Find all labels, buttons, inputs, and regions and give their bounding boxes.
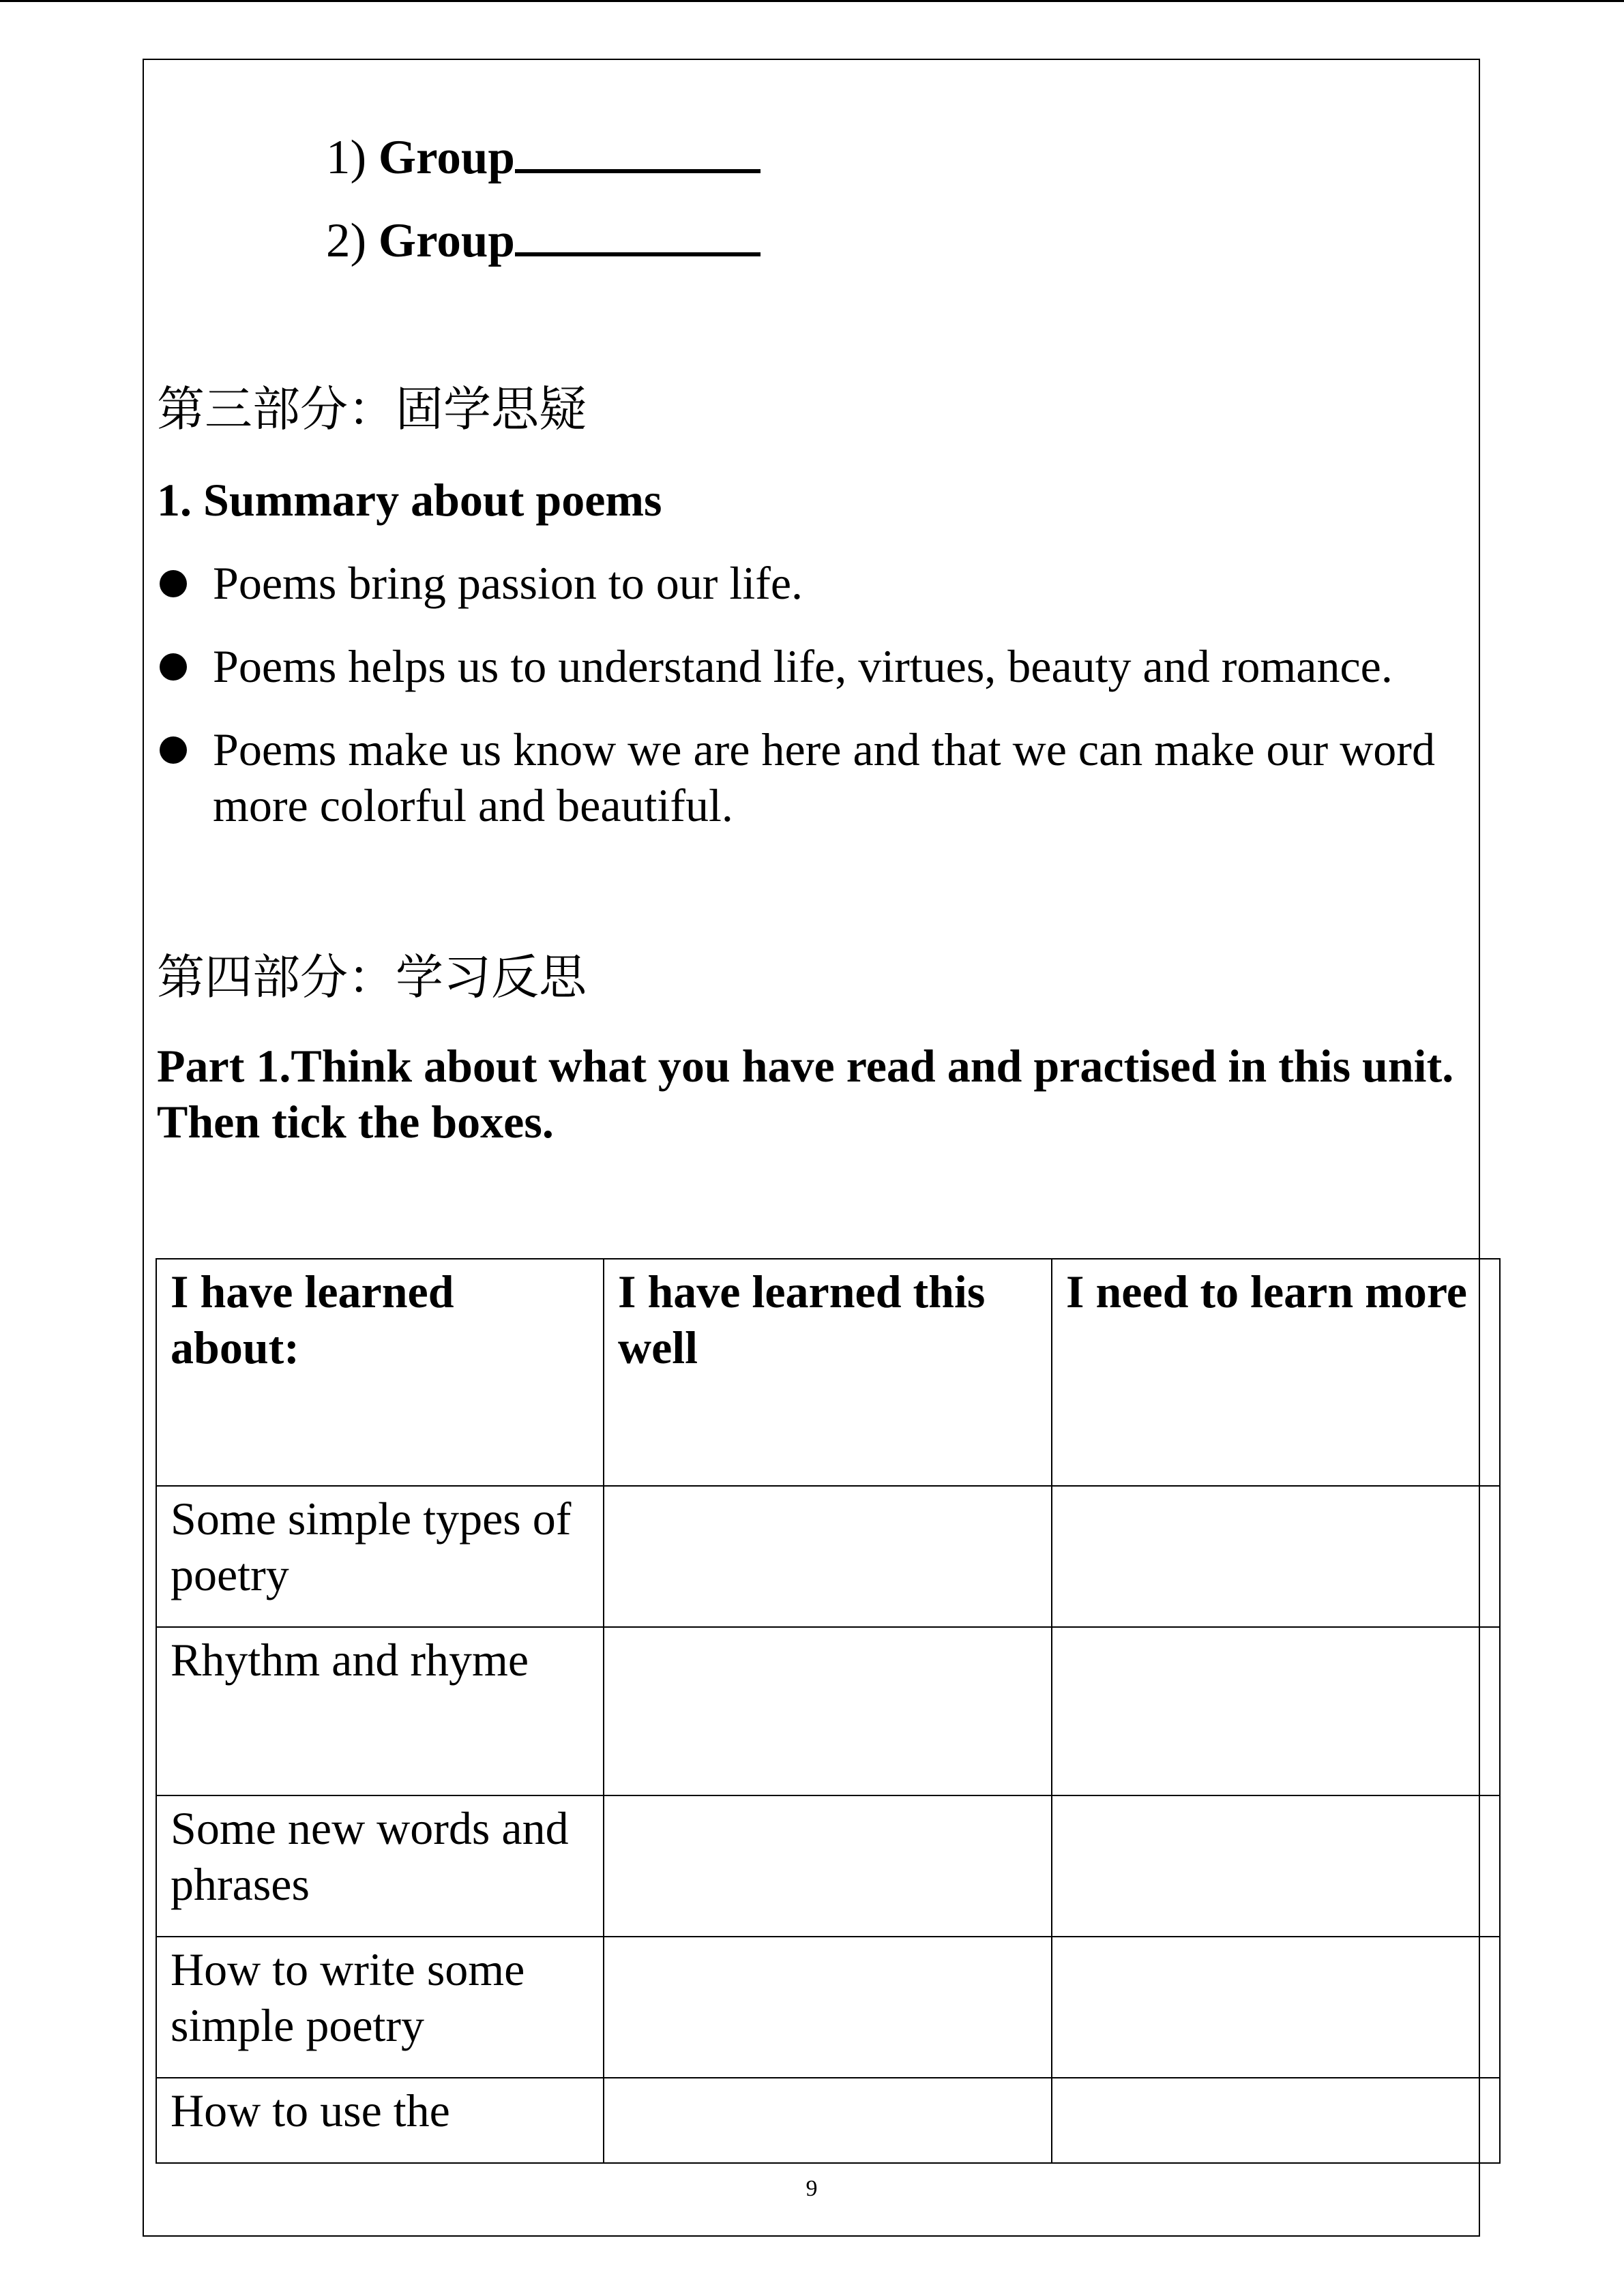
bullet-text: Poems bring passion to our life. (213, 557, 803, 609)
table-row (156, 1486, 1500, 1627)
tick-box-learned-well[interactable] (604, 2078, 1052, 2163)
group-label: Group (378, 214, 515, 267)
tick-box-learn-more[interactable] (1052, 2078, 1500, 2163)
group-number: 2) (326, 214, 367, 267)
answer-blank[interactable] (515, 128, 761, 173)
page-number: 9 (806, 2176, 818, 2201)
header-learned-well: I have learned this well (604, 1259, 1052, 1486)
tick-box-learn-more[interactable] (1052, 1486, 1500, 1627)
reflection-table (156, 1258, 1501, 2164)
group-line-2 (326, 210, 761, 271)
section-heading-part4: 第四部分：学习反思 (157, 949, 587, 1005)
table-row (156, 1795, 1500, 1937)
bullet-dot-icon (160, 736, 187, 764)
bullet-text: Poems helps us to understand life, virtues, beauty and romance. (213, 640, 1393, 692)
tick-box-learn-more[interactable] (1052, 1627, 1500, 1795)
bullet-dot-icon (160, 653, 187, 681)
topic-cell: How to use the (156, 2078, 604, 2163)
section-heading-part3: 第三部分：固学思疑 (157, 381, 587, 437)
topic-cell: Rhythm and rhyme (156, 1627, 604, 1795)
header-learn-more: I need to learn more (1052, 1259, 1500, 1486)
topic-cell: Some new words and phrases (156, 1795, 604, 1937)
table-row (156, 1937, 1500, 2078)
summary-heading: 1. Summary about poems (157, 474, 662, 526)
tick-box-learned-well[interactable] (604, 1486, 1052, 1627)
bullet-text: Poems make us know we are here and that we can make our word more colorful and beautiful. (213, 724, 1435, 831)
group-label: Group (378, 131, 515, 184)
topic-cell: How to write some simple poetry (156, 1937, 604, 2078)
table-row (156, 1627, 1500, 1795)
table-row (156, 2078, 1500, 2163)
header-learned-about: I have learned about: (156, 1259, 604, 1486)
tick-box-learned-well[interactable] (604, 1795, 1052, 1937)
top-edge-line (0, 0, 1624, 2)
reflection-instruction: Part 1.Think about what you have read and practised in this unit. Then tick the boxes. (157, 1040, 1454, 1148)
group-line-1 (326, 127, 761, 188)
topic-cell: Some simple types of poetry (156, 1486, 604, 1627)
group-number: 1) (326, 131, 367, 184)
tick-box-learn-more[interactable] (1052, 1795, 1500, 1937)
bullet-dot-icon (160, 570, 187, 597)
answer-blank[interactable] (515, 211, 761, 256)
tick-box-learned-well[interactable] (604, 1627, 1052, 1795)
tick-box-learn-more[interactable] (1052, 1937, 1500, 2078)
table-header-row (156, 1259, 1500, 1486)
tick-box-learned-well[interactable] (604, 1937, 1052, 2078)
